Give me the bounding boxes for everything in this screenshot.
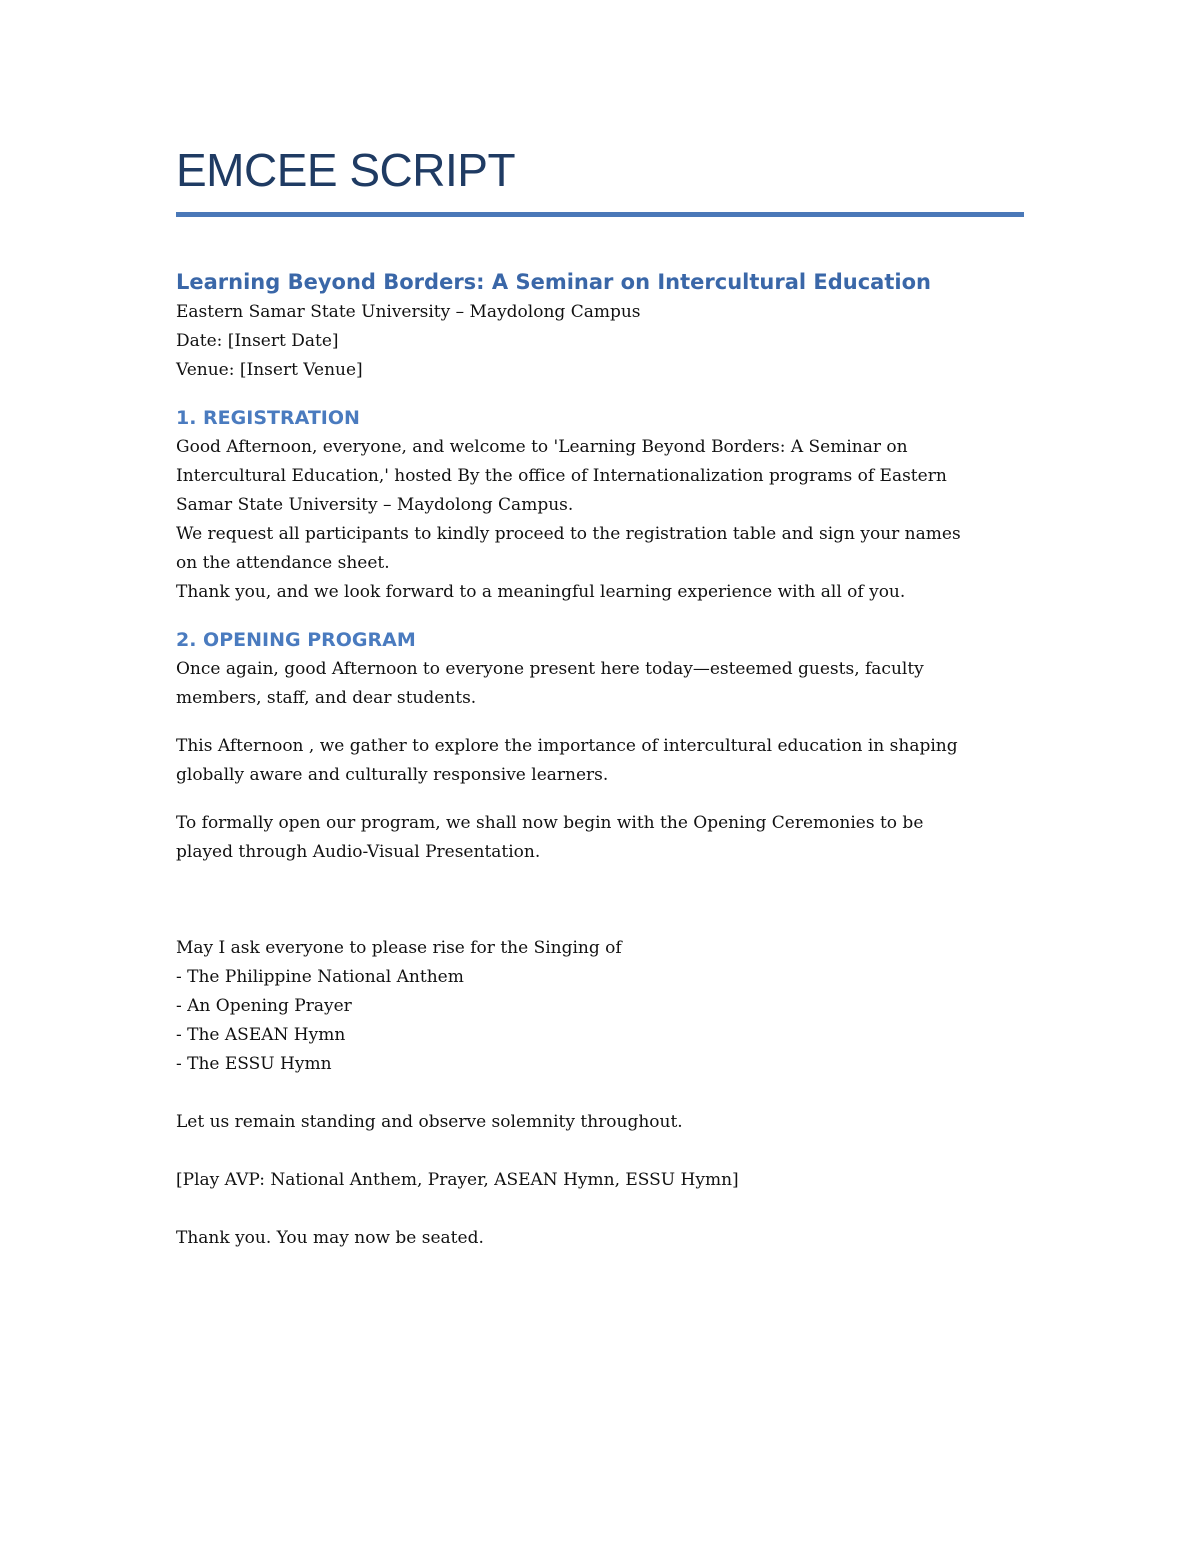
document-title: EMCEE SCRIPT <box>176 144 516 196</box>
text-line: This Afternoon , we gather to explore the importance of intercultural education in shaping <box>176 736 958 756</box>
date-line: Date: [Insert Date] <box>176 331 339 351</box>
institution-line: Eastern Samar State University – Maydolong Campus <box>176 302 641 322</box>
venue-line: Venue: [Insert Venue] <box>176 360 363 380</box>
text-line: members, staff, and dear students. <box>176 688 477 708</box>
text-line: on the attendance sheet. <box>176 553 390 573</box>
opening-heading: 2. OPENING PROGRAM <box>176 629 416 651</box>
opening-paragraph-2 <box>176 732 1026 790</box>
opening-paragraph-3 <box>176 809 1026 867</box>
text-line: globally aware and culturally responsive learners. <box>176 765 609 785</box>
list-item: - The Philippine National Anthem <box>176 967 464 987</box>
list-item: - The ESSU Hymn <box>176 1054 332 1074</box>
avp-note: [Play AVP: National Anthem, Prayer, ASEAN Hymn, ESSU Hymn] <box>176 1170 739 1190</box>
text-line: Intercultural Education,' hosted By the office of Internationalization programs of Eastern <box>176 466 947 486</box>
text-line: Samar State University – Maydolong Campus. <box>176 495 574 515</box>
registration-paragraph <box>176 433 1026 578</box>
standing-note: Let us remain standing and observe solemnity throughout. <box>176 1112 683 1132</box>
ceremony-list <box>176 963 1026 1079</box>
document-body <box>176 140 1026 1253</box>
ceremony-block <box>176 934 1026 1079</box>
list-item: - An Opening Prayer <box>176 996 352 1016</box>
text-line: To formally open our program, we shall now begin with the Opening Ceremonies to be <box>176 813 924 833</box>
title-underline <box>176 212 1024 217</box>
text-line: Once again, good Afternoon to everyone present here today—esteemed guests, faculty <box>176 659 924 679</box>
registration-heading: 1. REGISTRATION <box>176 407 360 429</box>
seated-note: Thank you. You may now be seated. <box>176 1228 484 1248</box>
opening-paragraph-1 <box>176 655 1026 713</box>
text-line: Good Afternoon, everyone, and welcome to 'Learning Beyond Borders: A Seminar on <box>176 437 908 457</box>
registration-thanks: Thank you, and we look forward to a meaningful learning experience with all of you. <box>176 582 906 602</box>
text-line: We request all participants to kindly proceed to the registration table and sign your names <box>176 524 961 544</box>
rise-intro: May I ask everyone to please rise for the Singing of <box>176 938 622 958</box>
text-line: played through Audio-Visual Presentation. <box>176 842 541 862</box>
list-item: - The ASEAN Hymn <box>176 1025 346 1045</box>
document-subtitle: Learning Beyond Borders: A Seminar on Intercultural Education <box>176 270 931 294</box>
